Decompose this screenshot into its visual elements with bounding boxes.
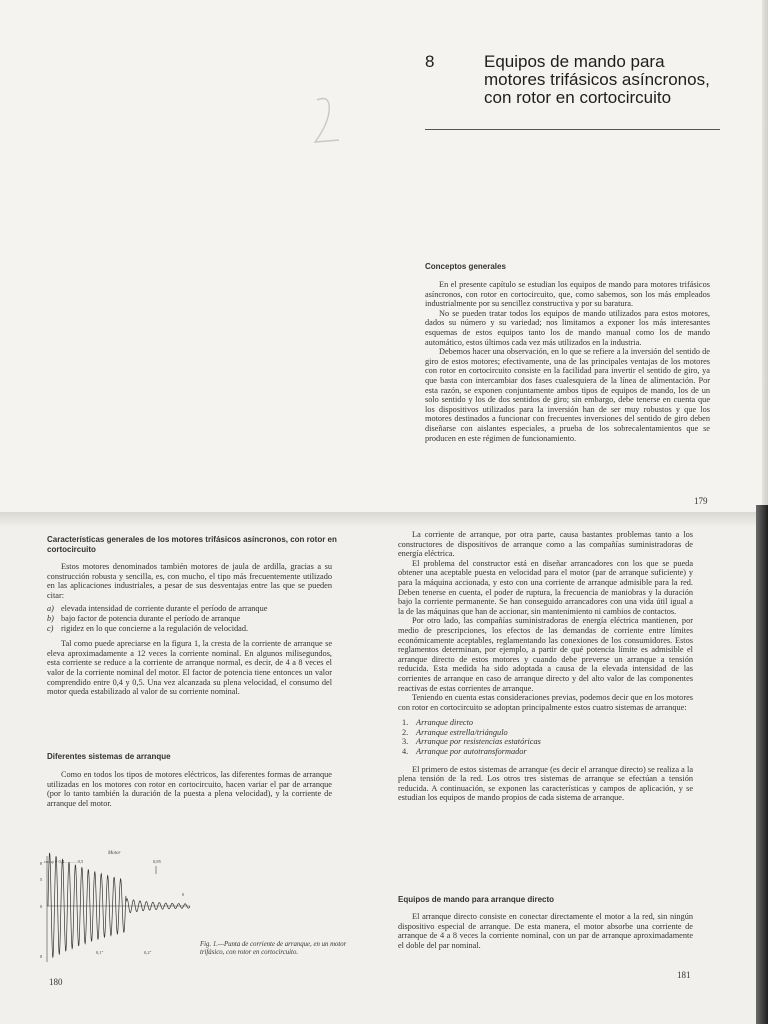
figure-axis-label: 0 [40,904,43,909]
section-heading-sistemas: Diferentes sistemas de arranque [47,752,171,761]
starting-systems-list [398,718,693,756]
paragraph: El arranque directo consiste en conectar directamente el motor a la red, sin ningún dispositivo especial de arranque. De esta manera, el motor absorbe una corriente de arranque de 4 a 8 veces la corriente nominal, con un par de arranque aproximadamente el doble del par nominal. [398,912,693,950]
section-heading-caracteristicas: Características generales de los motores trifásicos asíncronos, con rotor en cortocircuito [47,535,337,554]
chapter-title: Equipos de mando para motores trifásicos asíncronos, con rotor en cortocircuito [484,52,710,107]
list-item: 2. Arranque estrella/triángulo [402,727,508,737]
list-item: 3. Arranque por resistencias estatóricas [402,737,541,747]
book-edge-top [762,0,768,505]
title-rule [425,129,720,130]
page-number-180: 180 [49,977,63,987]
figure-left-label: cos φ = 0,4............0,5 [44,859,84,864]
figure-current-waveform [40,846,200,966]
section-heading-arranque-directo: Equipos de mando para arranque directo [398,895,555,904]
paragraph: El problema del constructor está en diseñar arrancadores con los que se pueda obtener una aceptable puesta en velocidad para el motor (par de arranque suficiente) y para la máquina accionada, y esto con una corriente de arranque admisible para la red. Deben tenerse en cuenta, el poder de ruptura, la frecuencia de maniobras y la duración bajo la corriente permanente. Se han conseguido arrancadores con una vida útil igual a la de las máquinas que han de accionar, sin mantenimiento ni cambios de contactos. [398,558,693,616]
page-number-181: 181 [677,970,691,980]
paragraph: Estos motores denominados también motores de jaula de ardilla, gracias a su construcción robusta y sencilla, es, con mucho, el tipo más frecuentemente utilizado en las aplicaciones industriales, a pesar de sus desventajas entre las que se pueden citar: [47,562,332,600]
sistemas-text [47,770,332,808]
list-item: c) rigidez en lo que concierne a la regulación de velocidad. [47,623,249,633]
figure-zero-label: 0 [182,892,185,897]
list-item: 4. Arranque por autotransformador [402,747,527,757]
figure-time-label: 0,2″ [144,950,152,955]
page-fold [0,512,768,526]
figure-caption: Fig. 1.—Punta de corriente de arranque, en un motor trifásico, con rotor en cortocircuito. [200,941,347,956]
list-item: 1. Arranque directo [402,718,474,728]
paragraph: Como en todos los tipos de motores eléctricos, las diferentes formas de arranque utilizadas en los motores con rotor en cortocircuito, hacen variar el par de arranque (por lo tanto también la duración de la puesta a plena velocidad), y la corriente de arranque del motor. [47,770,332,808]
book-edge [756,505,768,1024]
paragraph: Teniendo en cuenta estas consideraciones previas, podemos decir que en los motores con rotor en cortocircuito se adoptan principalmente estos cuatro sistemas de arranque: [398,693,693,712]
disadvantages-list [47,604,332,633]
figure-axis-label: 8 [40,861,43,866]
page-number-179: 179 [694,496,708,506]
figure-time-label: 0,1″ [96,950,104,955]
figure-axis-label: 5 [40,877,43,882]
right-page-text [398,530,693,803]
paragraph: En el presente capítulo se estudian los equipos de mando para motores trifásicos asíncronos, con rotor en cortocircuito, que, como sabemos, son los más empleados industrialmente por su sencillez constructiva y por su baratura. [425,280,710,309]
figure-top-label: Motor [108,851,121,856]
list-item: a) elevada intensidad de corriente durante el período de arranque [47,604,268,614]
conceptos-text [425,280,710,443]
figure-axis-label: 8 [40,954,43,959]
paragraph: El primero de estos sistemas de arranque (es decir el arranque directo) se realiza a la plena tensión de la red. Los otros tres sistemas de arranque se efectúan a tensión reducida. A continuación, se exponen las características y campos de aplicación, y se estudian los equipos de mando propios de cada sistema de arranque. [398,764,693,803]
arranque-directo-text [398,912,693,950]
paragraph: Por otro lado, las compañías suministradoras de energía eléctrica mantienen, por medio de prescripciones, los efectos de las demandas de corriente entre límites económicamente aceptables, reglamentando las conexiones de los consumidores. Estos reglamentos determinan, por ejemplo, a partir de qué potencia límite es admisible el arranque directo de estos motores y cuando debe preverse un arranque a tensión reducida. Esta medida ha sido adoptada a causa de la elevada intensidad de las corrientes de arranque en caso de arranque directo y del alto valor de las componentes reactivas de estas corrientes de arranque. [398,616,693,693]
list-item: b) bajo factor de potencia durante el período de arranque [47,613,241,623]
figure-right-label: 0,85 [153,859,161,864]
chapter-number: 8 [425,52,435,71]
pencil-mark-glyph [305,90,345,150]
paragraph: La corriente de arranque, por otra parte, causa bastantes problemas tanto a los constructores de dispositivos de arranque como a las compañías suministradoras de energía eléctrica. [398,530,693,559]
caracteristicas-text [47,562,332,697]
section-heading-conceptos: Conceptos generales [425,262,506,271]
paragraph: Tal como puede apreciarse en la figura 1, la cresta de la corriente de arranque se eleva aproximadamente a 12 veces la corriente nominal. En algunos milisegundos, esta corriente se reduce a la corriente de arranque normal, es decir, de 4 a 8 veces el valor de la corriente nominal del motor. El factor de potencia tiene entonces un valor comprendido entre 0,4 y 0,5. Una vez alcanzada su plena velocidad, el consumo del motor queda estabilizado al valor de su corriente nominal. [47,639,332,697]
paragraph: Debemos hacer una observación, en lo que se refiere a la inversión del sentido de giro de estos motores; efectivamente, una de las principales ventajas de los motores con rotor en cortocircuito consiste en la facilidad para invertir el sentido de giro, ya que basta con intercambiar dos fases cualesquiera de la línea de alimentación. Por esta razón, se exponen conjuntamente ambos tipos de equipos de mando, los de un solo sentido y los de dos sentidos de giro; sin embargo, debe tenerse en cuenta que los dispositivos utilizados para la inversión han de ser muy robustos y que los motores destinados a funcionar con frecuentes inversiones del sentido de giro deben diseñarse con aislantes especiales, a prueba de los sobrecalentamientos que se producen en este régimen de funcionamiento. [425,347,710,443]
figure-waveform [48,853,190,957]
paragraph: No se pueden tratar todos los equipos de mando utilizados para estos motores, dados su número y su variedad; nos limitamos a exponer los más interesantes esquemas de estos equipos tanto los de mando manual como los de mando automático, estos últimos cada vez más utilizados en la industria. [425,308,710,347]
